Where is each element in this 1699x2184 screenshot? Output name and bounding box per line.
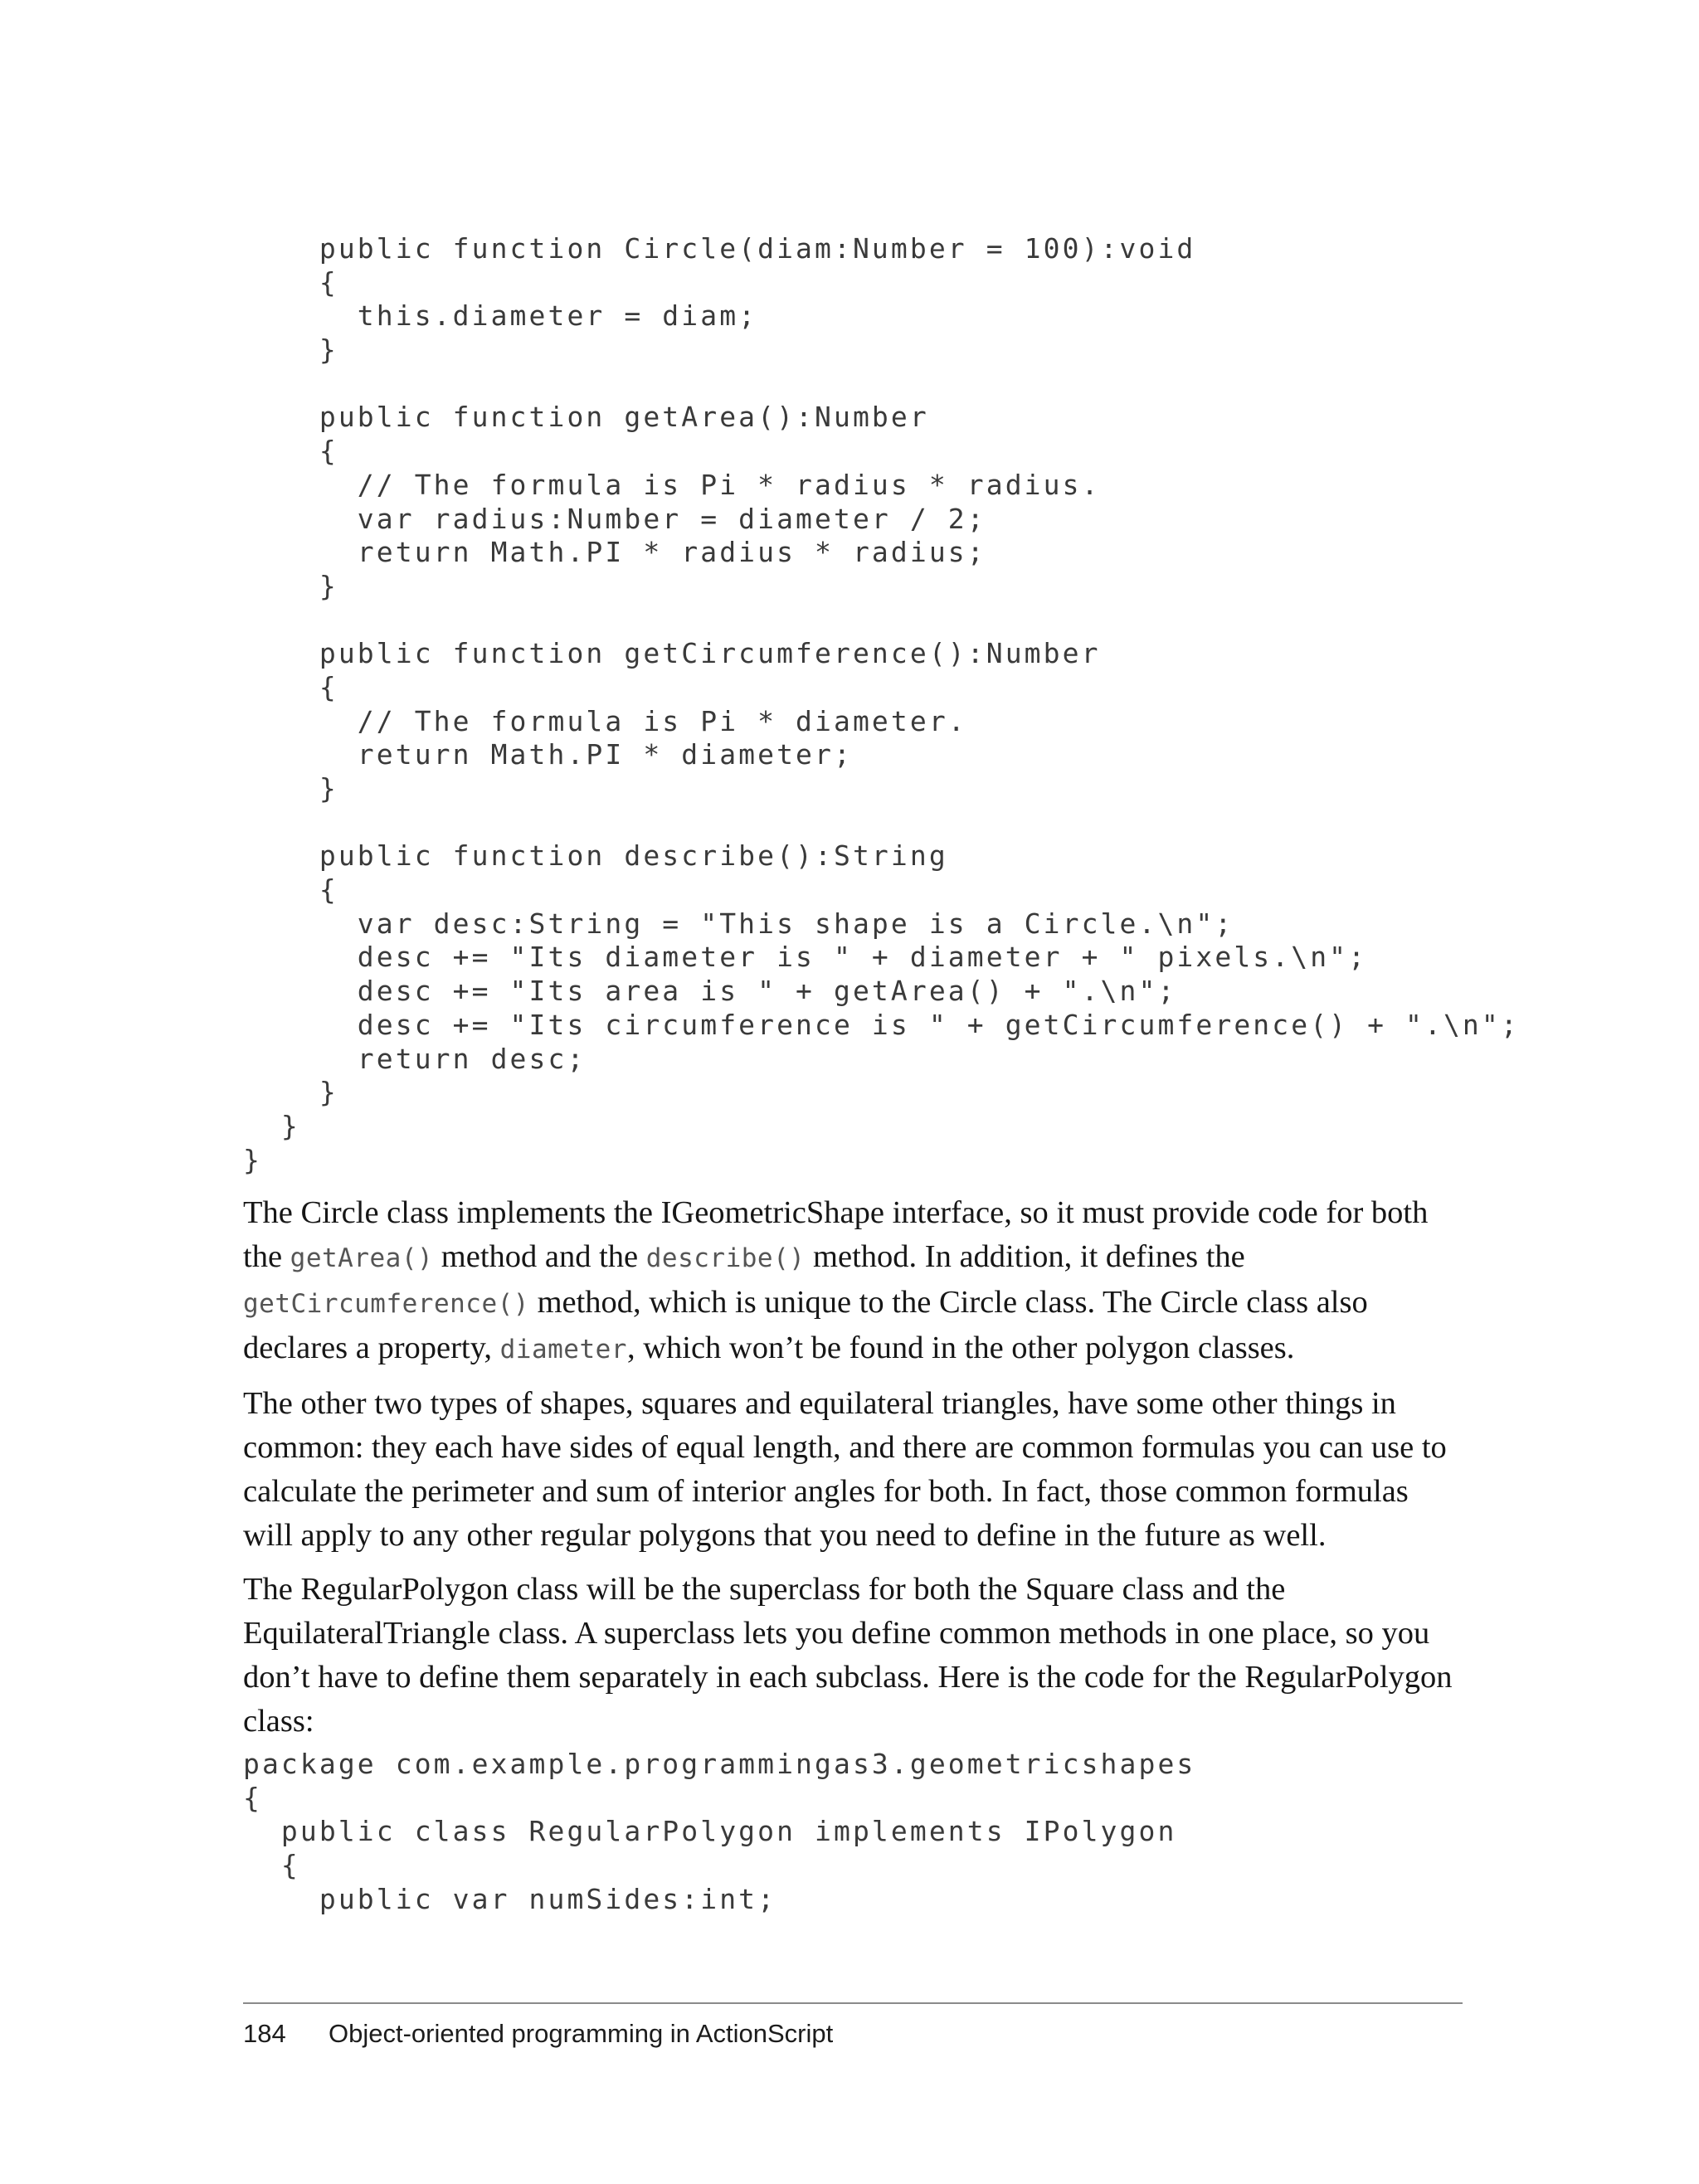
code-line: public function Circle(diam:Number = 100):void [243,232,1196,265]
code-line: } [243,772,338,805]
inline-code-diameter: diameter [499,1335,627,1364]
code-line: // The formula is Pi * radius * radius. [243,468,1101,501]
code-line: { [243,265,338,299]
code-line: return Math.PI * diameter; [243,738,853,771]
code-line: public function describe():String [243,839,948,873]
code-line: this.diameter = diam; [243,299,758,333]
footer-divider [243,2002,1463,2004]
code-line: var desc:String = "This shape is a Circle.\n"; [243,907,1234,940]
inline-code-getarea: getArea() [290,1243,434,1273]
code-line: { [243,1849,300,1882]
code-line: public var numSides:int; [243,1882,777,1915]
body-text [243,1191,1463,1754]
text-run: method, which is unique to the Circle class. The Circle class also declares a property, [243,1285,1368,1365]
code-line: desc += "Its area is " + getArea() + ".\n"; [243,975,1177,1008]
code-line: } [243,1109,300,1142]
page-footer [243,2019,833,2049]
code-line: { [243,873,338,907]
code-line: { [243,435,338,468]
text-run: , which won’t be found in the other polygon classes. [626,1330,1295,1365]
inline-code-describe: describe() [645,1243,806,1273]
chapter-title: Object-oriented programming in ActionScript [329,2019,834,2048]
code-line: { [243,670,338,703]
paragraph-shapes-common: The other two types of shapes, squares and equilateral triangles, have some other things in common: they each have sides of equal length, and there are common formulas you can use to calculate the perimeter and sum of interior angles for both. In fact, those common formulas will apply to any other regular polygons that you need to define in the future as well. [243,1386,1447,1553]
page-number: 184 [243,2019,286,2048]
code-line: desc += "Its diameter is " + diameter + " pixels.\n"; [243,941,1368,974]
code-line: public function getCircumference():Number [243,637,1101,670]
inline-code-getcircumference: getCircumference() [243,1289,529,1319]
code-line: desc += "Its circumference is " + getCircumference() + ".\n"; [243,1008,1520,1041]
paragraph-regular-polygon: The RegularPolygon class will be the superclass for both the Square class and the EquilateralTriangle class. A superclass lets you define common methods in one place, so you don’t have to define them separately in each subclass. Here is the code for the RegularPolygon class: [243,1572,1453,1739]
code-line [243,604,1520,638]
code-line: public class RegularPolygon implements IPolygon [243,1815,1177,1848]
paragraph-circle-class [243,1191,1463,1372]
code-line [243,806,1520,840]
code-line [243,367,1520,401]
code-line: } [243,1076,338,1109]
code-line: return Math.PI * radius * radius; [243,536,986,569]
code-listing-regular-polygon [243,1748,1195,1916]
text-run: The Circle class implements the IGeometricShape interface, so it must provide code for both the [243,1195,1429,1274]
code-line: } [243,569,338,602]
code-line: } [243,333,338,367]
text-run: method. In addition, it defines the [805,1239,1245,1274]
text-run: method and the [433,1239,646,1274]
code-line: } [243,1143,262,1176]
code-listing-circle-class [243,232,1520,1177]
code-line: { [243,1781,262,1814]
code-line: package com.example.programmingas3.geometricshapes [243,1748,1196,1780]
code-line: // The formula is Pi * diameter. [243,704,967,737]
code-line: var radius:Number = diameter / 2; [243,502,986,535]
code-line: public function getArea():Number [243,401,929,434]
code-line: return desc; [243,1042,587,1075]
